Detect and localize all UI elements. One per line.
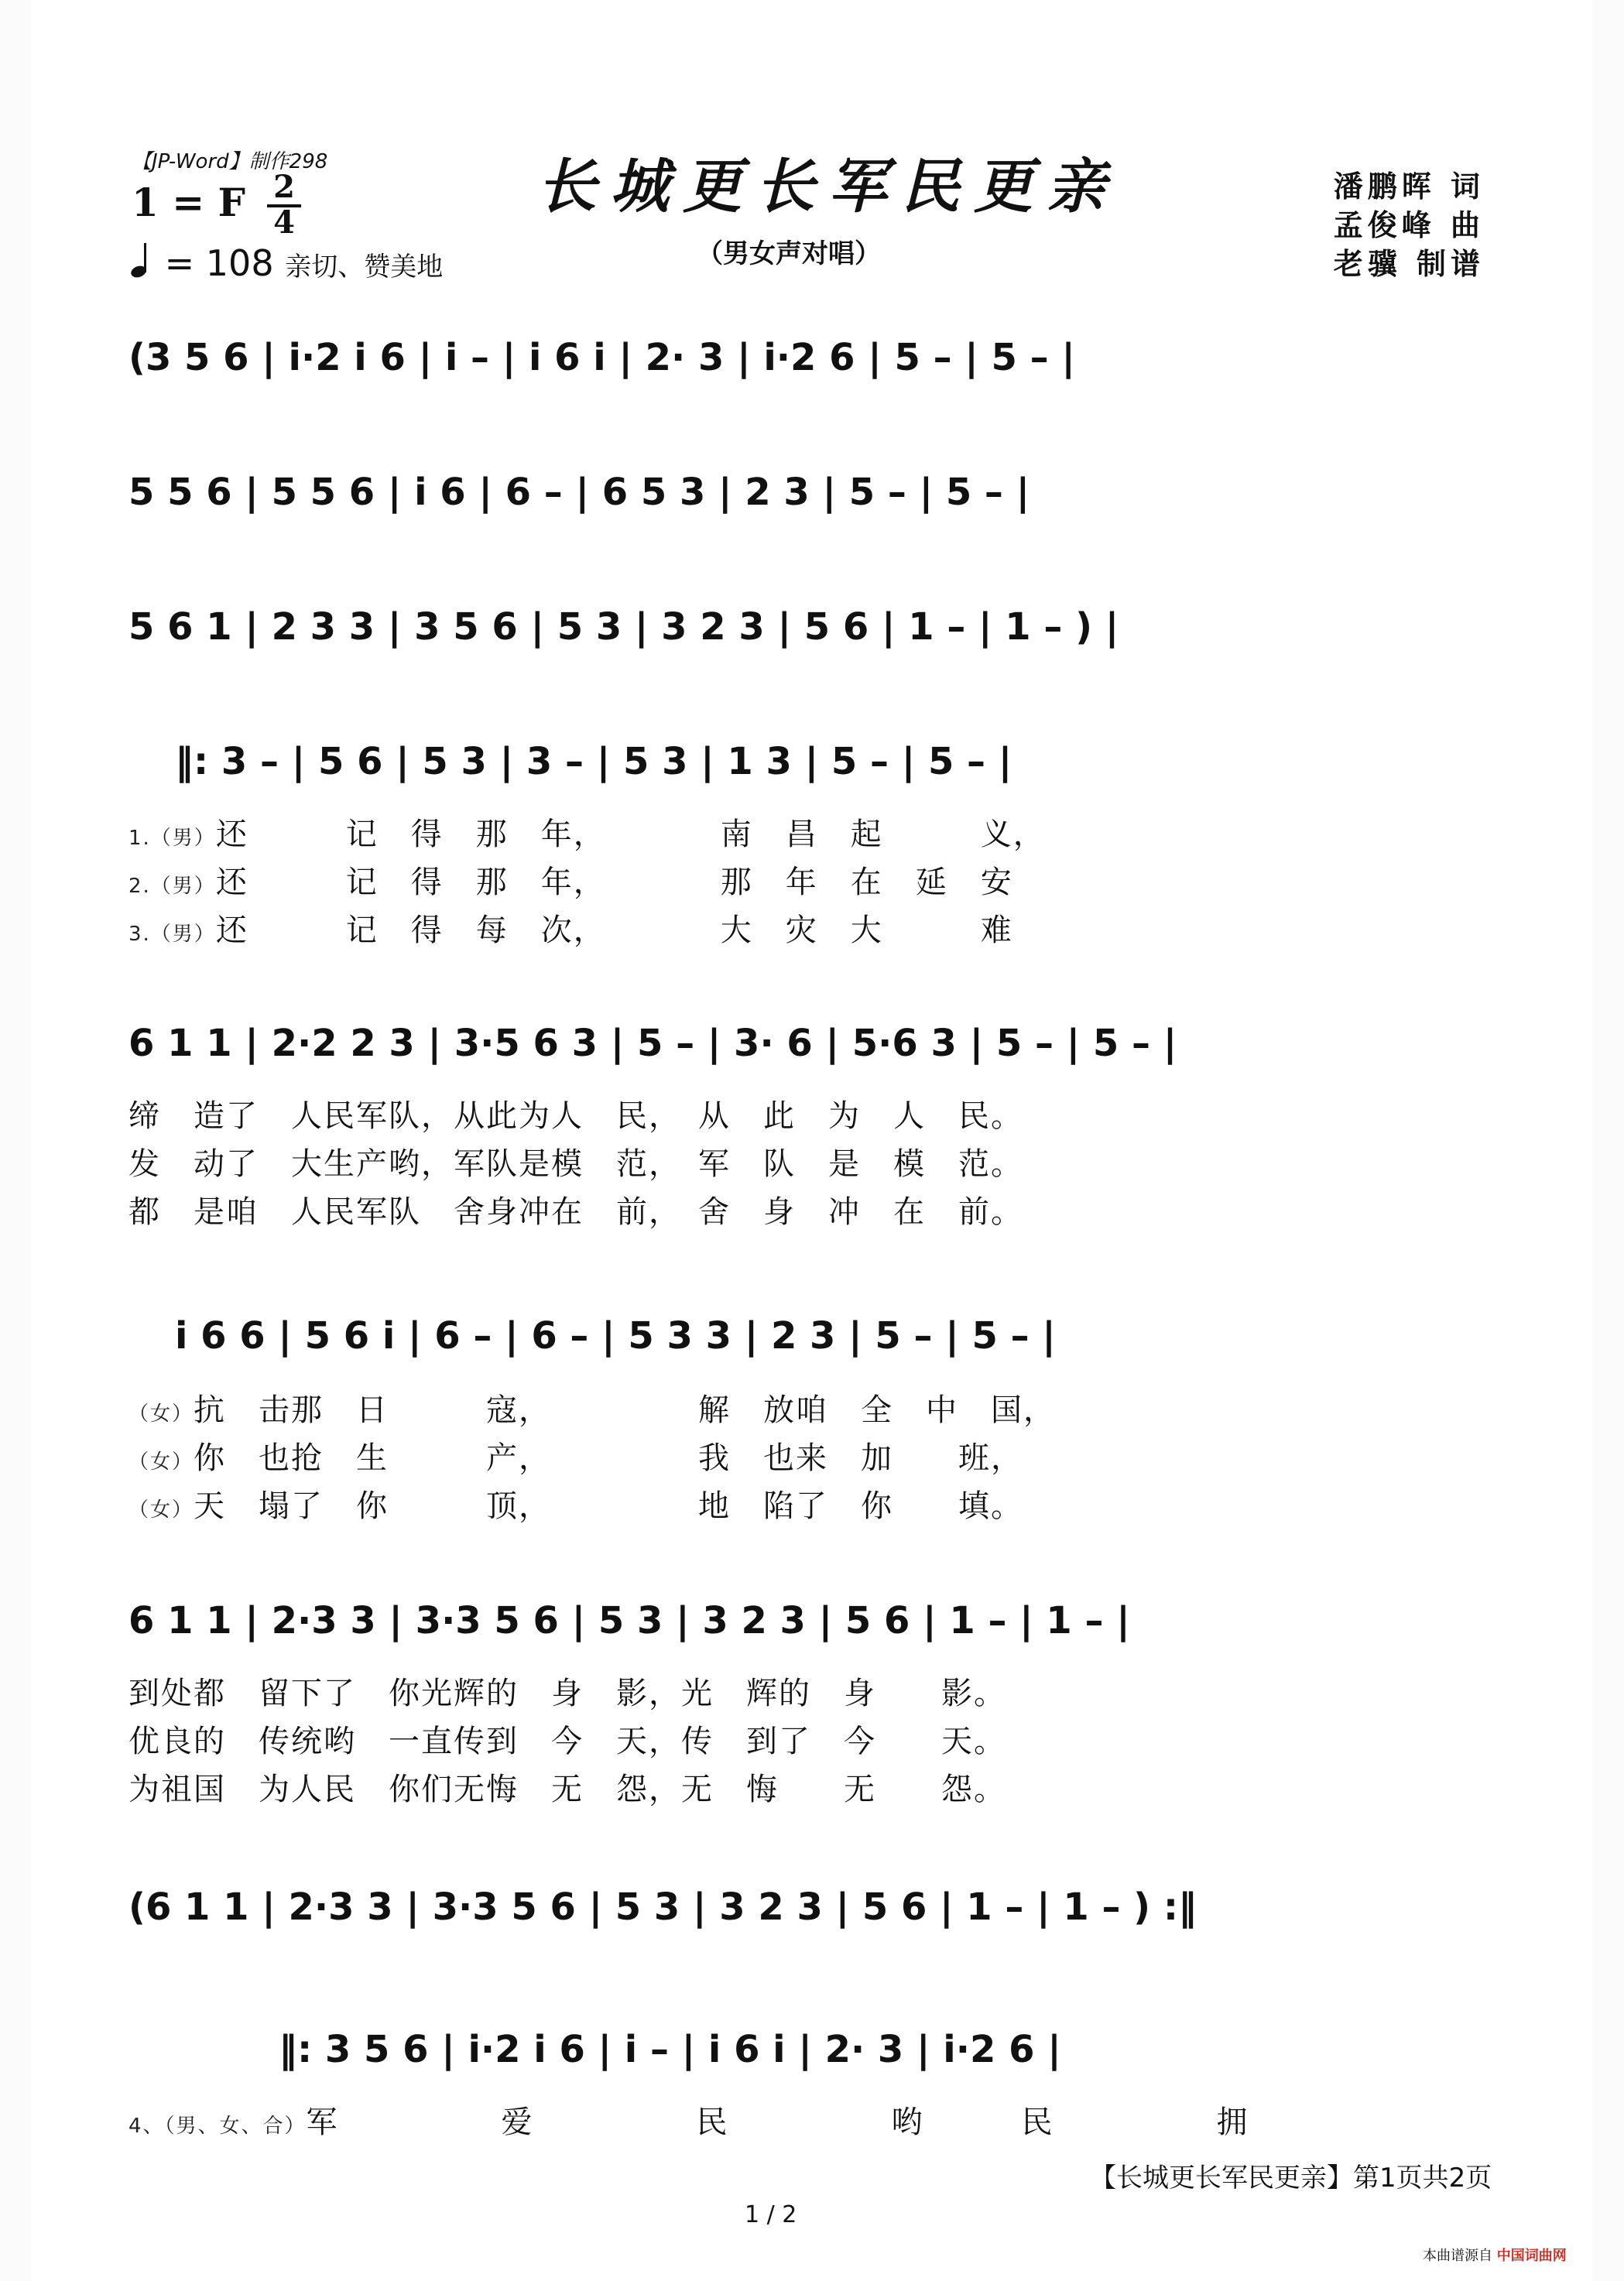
lyric-tag: 1.（男） [128,827,216,850]
lyric-line [128,1187,1023,1231]
footer-page-title: 【长城更长军民更亲】第1页共2页 [1090,2163,1492,2194]
lyric-line [128,858,1013,902]
lyric-text: 优良的 传统哟 一直传到 今 天，传 到了 今 天。 [128,1724,1006,1759]
lyric-text: 天 塌了 你 顶， 地 陷了 你 填。 [194,1488,1024,1524]
lyric-tag: 2.（男） [128,875,216,898]
notation-row-5: 6 1 1 | 2·2 2 3 | 3·5 6 3 | 5 – | 3· 6 | 5·6 3 | 5 – | 5 – | [128,1022,1177,1065]
source-label: 本曲谱源自 [1423,2248,1492,2264]
notation-row-7: 6 1 1 | 2·3 3 | 3·3 5 6 | 5 3 | 3 2 3 | 5 6 | 1 – | 1 – | [128,1599,1130,1642]
notation-row-9: ‖: 3 5 6 | i·2 i 6 | i – | i 6 i | 2· 3 | i·2 6 | [279,2028,1061,2071]
notation-row-4: ‖: 3 – | 5 6 | 5 3 | 3 – | 5 3 | 1 3 | 5 – | 5 – | [175,740,1012,783]
meter-numerator: 2 [267,172,301,207]
lyric-tag: 4、（男、女、合） [128,2115,307,2138]
jpword-credit: 【JP-Word】制作298 [132,150,328,173]
tempo-value: = 108 [164,242,274,284]
lyric-text: 还 记 得 那 年， 南 昌 起 义， [215,817,1046,852]
song-title: 长城更长军民更亲 [537,152,1119,221]
arranger-credit: 老骥 制谱 [1333,247,1485,281]
lyric-tag: （女） [128,1498,194,1522]
lyricist-credit: 潘鹏晖 词 [1333,170,1485,204]
tempo-mark [130,241,443,284]
lyric-line [128,1385,1056,1430]
lyric-text: 为祖国 为人民 你们无悔 无 怨，无 悔 无 怨。 [128,1772,1006,1807]
lyric-line [128,1765,1006,1809]
lyric-text: 还 记 得 每 次， 大 灾 大 难 [215,913,1013,948]
lyric-tag: （女） [128,1403,194,1426]
lyric-text: 都 是咱 人民军队 舍身冲在 前， 舍 身 冲 在 前。 [128,1194,1023,1230]
tempo-word: 亲切、赞美地 [285,252,444,283]
notation-row-6: i 6 6 | 5 6 i | 6 – | 6 – | 5 3 3 | 2 3 | 5 – | 5 – | [175,1314,1056,1358]
lyric-text: 缔 造了 人民军队，从此为人 民， 从 此 为 人 民。 [128,1098,1023,1134]
lyric-text: 到处都 留下了 你光辉的 身 影，光 辉的 身 影。 [128,1676,1006,1711]
notation-row-8: (6 1 1 | 2·3 3 | 3·3 5 6 | 5 3 | 3 2 3 | 5 6 | 1 – | 1 – ) :‖ [128,1885,1197,1929]
key-signature: 1 = F [132,180,245,225]
song-subtitle: （男女声对唱） [697,238,881,269]
source-site-link[interactable]: 中国词曲网 [1496,2248,1567,2264]
lyric-text: 发 动了 大生产哟，军队是模 范， 军 队 是 模 范。 [128,1146,1023,1182]
right-margin-band [1593,0,1624,2281]
source-credit [1423,2245,1567,2265]
lyric-line [128,1139,1023,1183]
lyric-text: 抗 击那 日 寇， 解 放咱 全 中 国， [194,1392,1057,1428]
lyric-text: 你 也抢 生 产， 我 也来 加 班， [194,1440,1024,1476]
lyric-line [128,1433,1023,1478]
quarter-note-icon [130,241,153,279]
notation-row-2: 5 5 6 | 5 5 6 | i 6 | 6 – | 6 5 3 | 2 3 | 5 – | 5 – | [128,471,1030,514]
lyric-tag: （女） [128,1450,194,1474]
lyric-line [128,1091,1023,1135]
lyric-line [128,906,1013,950]
meter-denominator: 4 [273,204,295,241]
lyric-line [128,1481,1023,1526]
time-signature [267,169,301,241]
notation-row-1: (3 5 6 | i·2 i 6 | i – | i 6 i | 2· 3 | i·2 6 | 5 – | 5 – | [128,336,1075,379]
lyric-tag: 3.（男） [128,923,216,946]
lyric-line [128,2098,1249,2142]
lyric-line [128,1669,1006,1713]
lyric-text: 还 记 得 那 年， 那 年 在 延 安 [215,865,1013,900]
lyric-line [128,1717,1006,1761]
notation-row-3: 5 6 1 | 2 3 3 | 3 5 6 | 5 3 | 3 2 3 | 5 6 | 1 – | 1 – ) | [128,605,1119,649]
lyric-line [128,810,1046,854]
page-number: 1 / 2 [745,2201,797,2228]
lyric-text: 军 爱 民 哟 民 拥 [306,2105,1249,2140]
composer-credit: 孟俊峰 曲 [1333,208,1485,242]
left-margin-band [0,0,31,2281]
